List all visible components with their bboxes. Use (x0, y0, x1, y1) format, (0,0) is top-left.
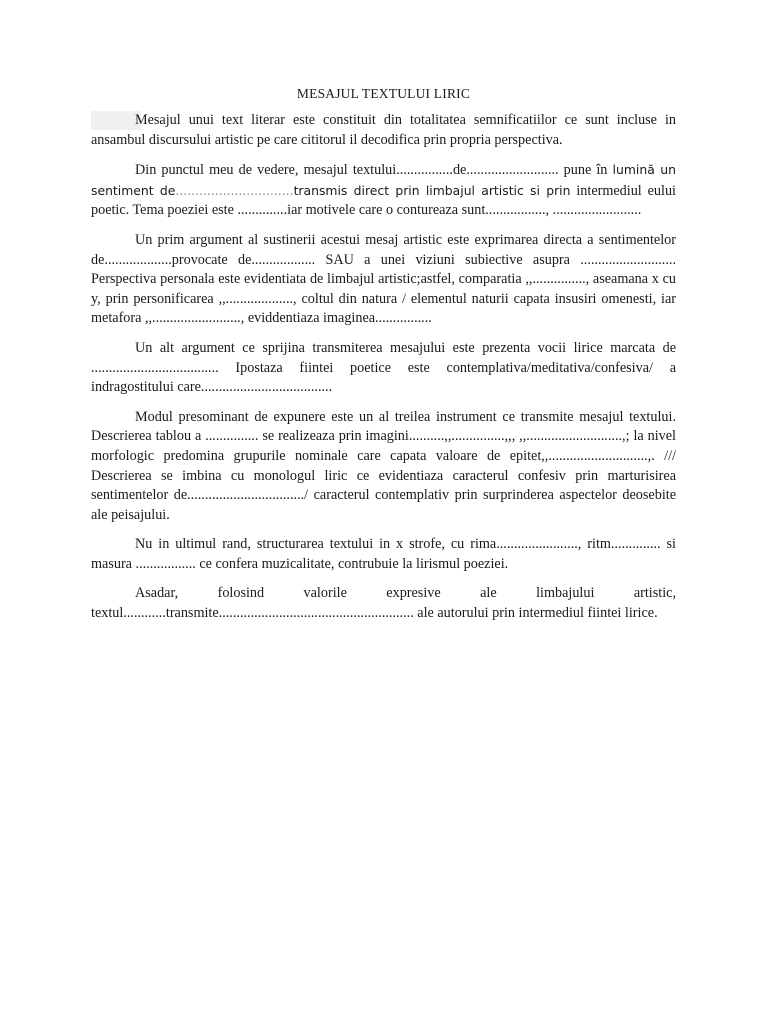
paragraph-2 (91, 160, 676, 221)
paragraph-2-part3: intermediul eului poetic. Tema poeziei este ..............iar motivele care o contureaza sunt................., ......................... (91, 182, 676, 219)
paragraph-5: Modul presominant de expunere este un al treilea instrument ce transmite mesajul textului. Descrierea tablou a ............... se realizeaza prin imagini..........,,...............,,, ,,...........................,; la nivel morfologic predomina grupurile nominale care capata valoare de epitet,,............................,. /// Descrierea se imbina cu monologul liric ce evidentiaza caracterul confesiv prin marturisirea sentimentelor de................................./ caracterul contemplativ prin surprinderea aspectelor deosebite ale peisajului. (91, 408, 676, 523)
document-title: MESAJUL TEXTULUI LIRIC (296, 86, 471, 101)
paragraph-2-sans-text: lumină un sentiment de (91, 162, 677, 198)
paragraph-2-sans-text-b: transmis direct prin limbajul artistic si prin (293, 182, 571, 198)
paragraph-4: Un alt argument ce sprijina transmiterea mesajului este prezenta vocii lirice marcata de .................................... Ipostaza fiintei poetice este contemplativa/meditativa/confesiva/ a indragostitului care..................................... (91, 339, 676, 396)
paragraph-7: Asadar, folosind valorile expresive ale limbajului artistic, textul............transmite....................................................... ale autorului prin intermediul fiintei lirice. (91, 585, 676, 622)
paragraph-6: Nu in ultimul rand, structurarea textului in x strofe, cu rima......................., ritm.............. si masura ................. ce confera muzicalitate, contrubuie la lirismul poeziei. (91, 536, 676, 572)
paragraph-2-sans-dots: .............................. (175, 182, 294, 198)
paragraph-2-part1: Din punctul meu de vedere, mesajul textului................de.......................... pune în (135, 162, 613, 179)
paragraph-3: Un prim argument al sustinerii acestui mesaj artistic este exprimarea directa a sentimentelor de...................provocate de.................. SAU a unei viziuni subiective asupra ........................... Perspectiva personala este evidentiata de limbajul artistic;astfel, comparatia ,,..............., aseamana x cu y, prin personificarea ,,..................., coltul din natura / elementul naturii capata insusiri omenesti, iar metafora ,,........................., eviddentiaza imaginea................ (91, 231, 676, 327)
document-page (91, 84, 676, 634)
paragraph-1: Mesajul unui text literar este constituit din totalitatea semnificatiilor ce sunt incluse in ansambul discursului artistic pe care cititorul il decodifica prin propria perspectiva. (91, 111, 676, 150)
